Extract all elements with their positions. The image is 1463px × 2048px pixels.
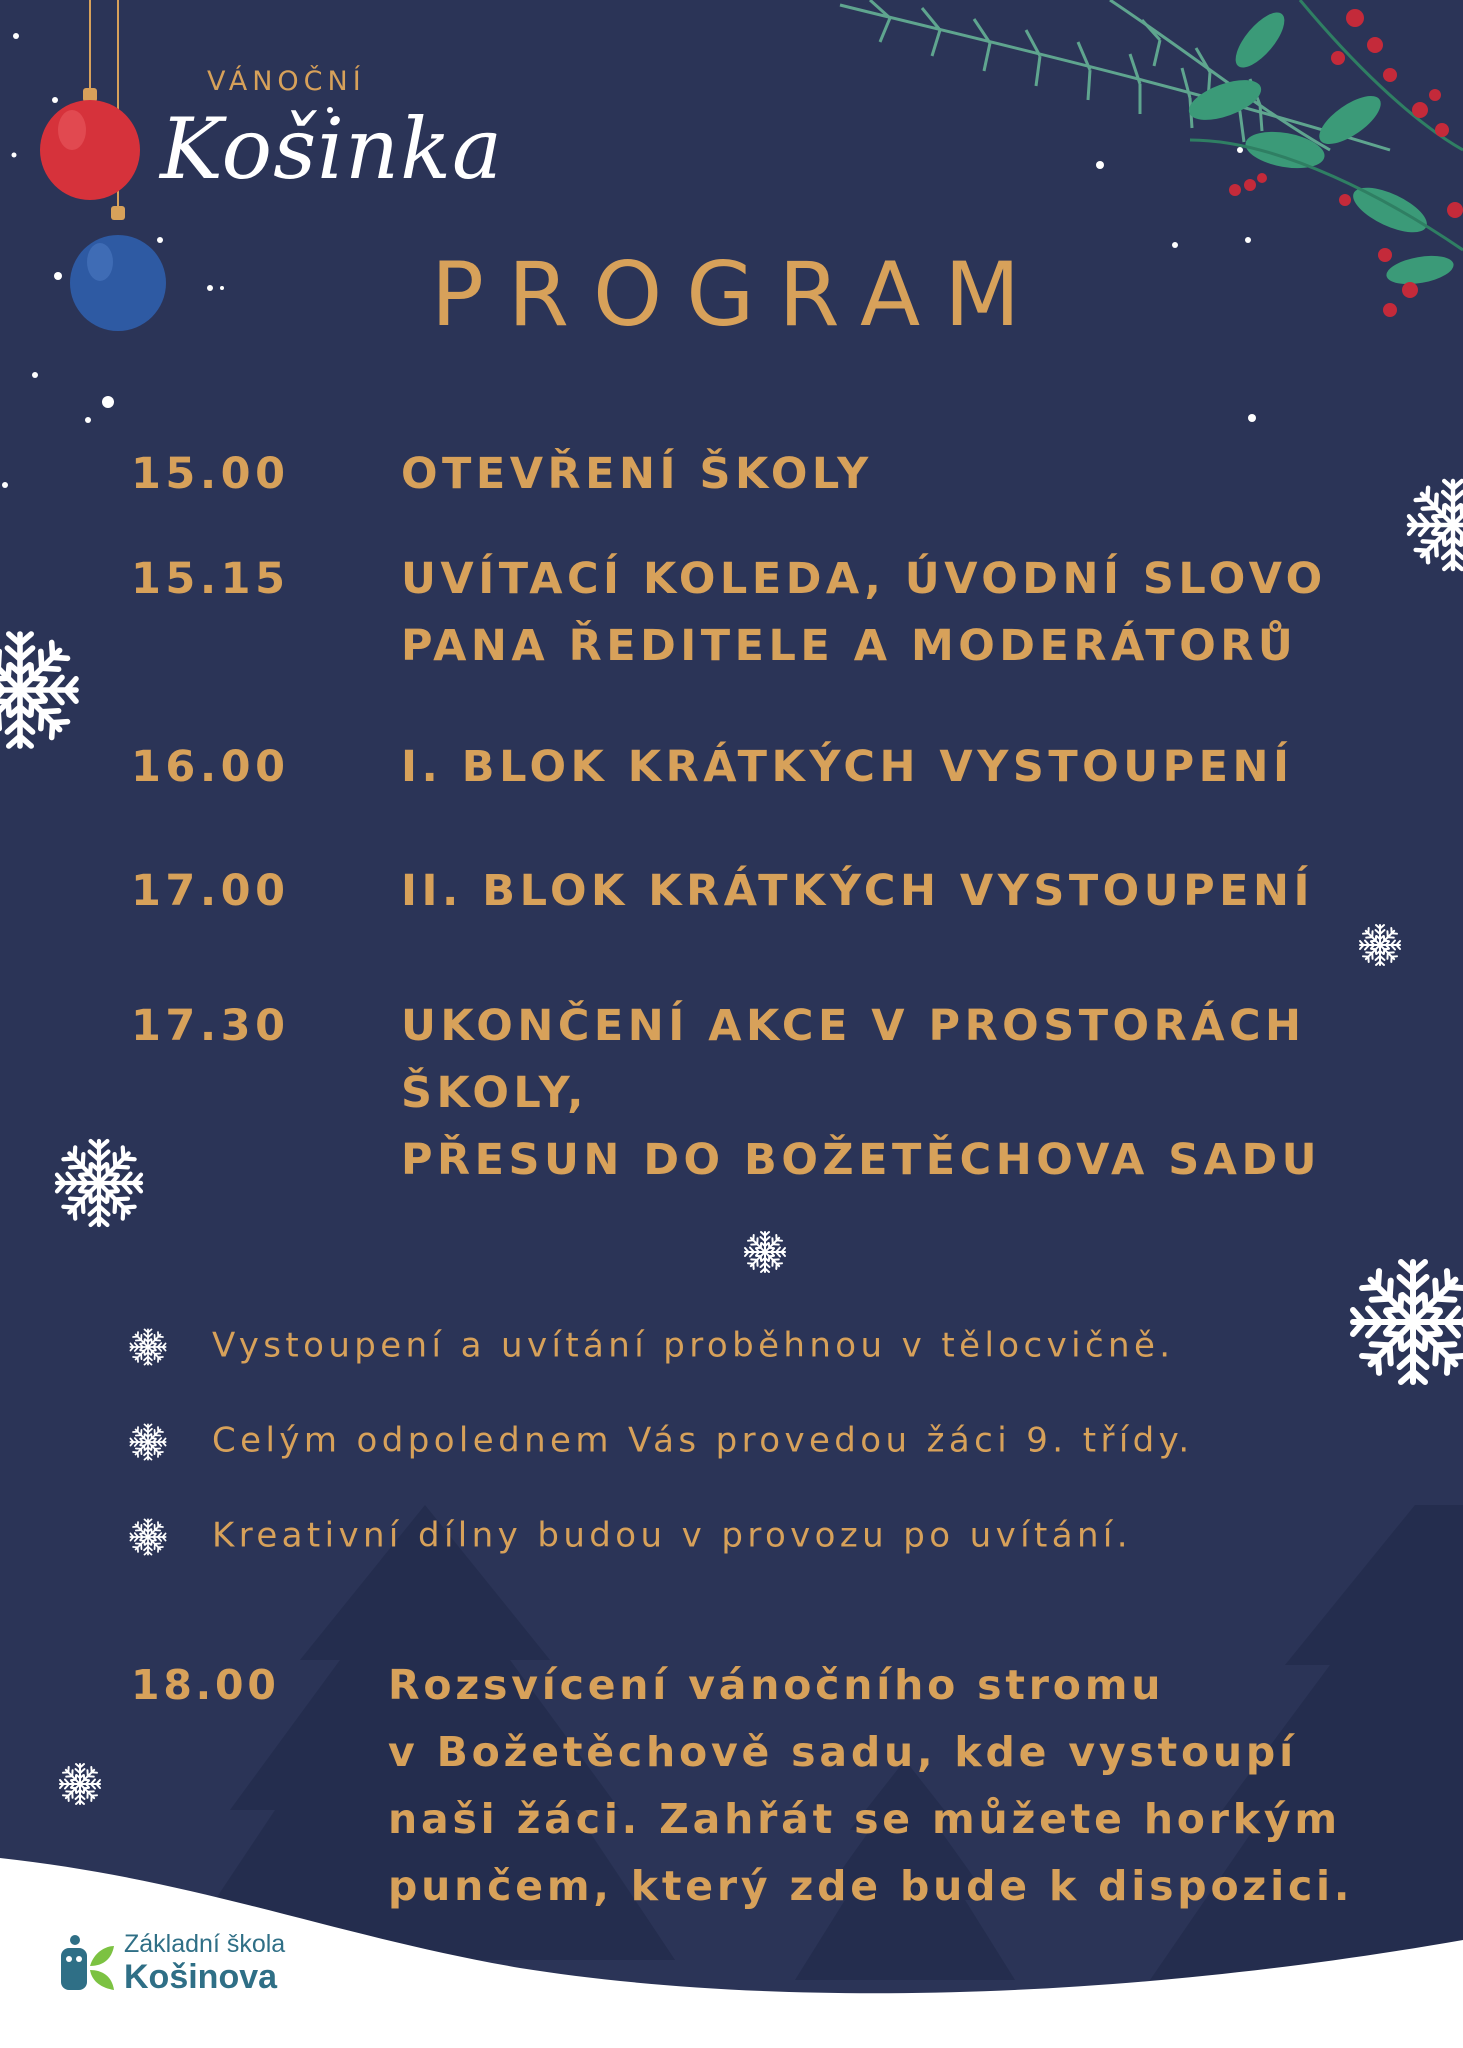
schedule-activity (401, 734, 1431, 801)
schedule-time: 15.00 (131, 449, 290, 499)
note-text: Celým odpolednem Vás provedou žáci 9. třídy. (212, 1420, 1194, 1461)
note-item (126, 1325, 1175, 1369)
brand-subtitle: VÁNOČNÍ (207, 66, 366, 97)
note-item (126, 1420, 1194, 1464)
schedule-activity-line: PANA ŘEDITELE A MODERÁTORŮ (401, 621, 1298, 671)
schedule-time: 16.00 (131, 742, 290, 792)
schedule-time: 15.15 (131, 554, 290, 604)
school-logo-line2: Košinova (124, 1958, 278, 1996)
brand-logo-script: Košinka (160, 100, 504, 198)
schedule-activity-line: ŠKOLY, (401, 1068, 588, 1118)
snowflake-icon (1353, 1262, 1463, 1382)
schedule-activity (401, 858, 1431, 925)
schedule-activity-line: UVÍTACÍ KOLEDA, ÚVODNÍ SLOVO (401, 554, 1327, 604)
snowflake-icon (745, 1232, 785, 1272)
schedule-activity-line: I. BLOK KRÁTKÝCH VYSTOUPENÍ (401, 742, 1294, 792)
schedule-time: 17.00 (131, 866, 290, 916)
schedule-activity-line: II. BLOK KRÁTKÝCH VYSTOUPENÍ (401, 866, 1314, 916)
schedule-activity-line: OTEVŘENÍ ŠKOLY (401, 449, 873, 499)
snowflake-icon (60, 1764, 100, 1804)
schedule-activity-line: PŘESUN DO BOŽETĚCHOVA SADU (401, 1135, 1322, 1185)
snowflake-icon (0, 634, 76, 746)
snowflake-icon (57, 1141, 141, 1225)
school-logo-line1: Základní škola (124, 1930, 286, 1958)
snowflake-icon (126, 1420, 170, 1464)
school-logo-text (124, 1930, 285, 1996)
page-title: PROGRAM (430, 243, 1045, 346)
snowflake-icon (1360, 925, 1400, 965)
final-description (388, 1652, 1353, 1920)
snowflake-icon (126, 1325, 170, 1369)
school-logo-icon (58, 1932, 116, 1994)
school-logo (58, 1930, 285, 1996)
note-text: Kreativní dílny budou v provozu po uvítání. (212, 1515, 1132, 1556)
final-line: punčem, který zde bude k dispozici. (388, 1862, 1354, 1910)
final-time: 18.00 (131, 1661, 280, 1709)
final-line: Rozsvícení vánočního stromu (388, 1661, 1165, 1709)
note-text: Vystoupení a uvítání proběhnou v tělocvičně. (212, 1325, 1175, 1366)
schedule-activity (401, 441, 1431, 508)
schedule-activity (401, 546, 1431, 680)
final-line: naši žáci. Zahřát se můžete horkým (388, 1795, 1341, 1843)
schedule-time: 17.30 (131, 1001, 290, 1051)
schedule-activity-line: UKONČENÍ AKCE V PROSTORÁCH (401, 1001, 1306, 1051)
final-line: v Božetěchově sadu, kde vystoupí (388, 1728, 1297, 1776)
schedule-activity (401, 993, 1431, 1194)
note-item (126, 1515, 1132, 1559)
snowflake-icon (126, 1515, 170, 1559)
